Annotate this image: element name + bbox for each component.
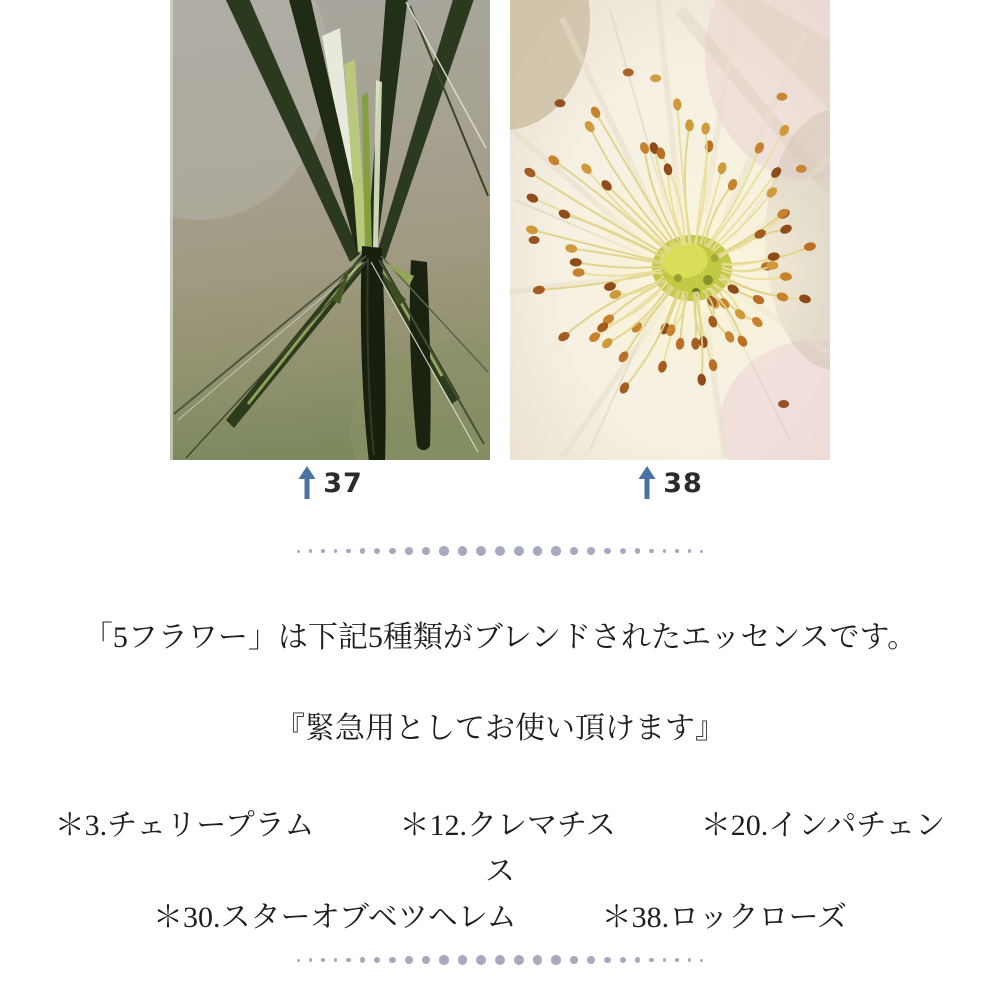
blend-row-wrap: [0, 849, 1000, 895]
dotted-divider-bottom: [0, 955, 1000, 965]
rose-photo-illustration: [510, 0, 830, 460]
dotted-divider-top: [0, 546, 1000, 556]
grass-photo-illustration: [170, 0, 490, 460]
photo-captions: [0, 460, 1000, 506]
caption-38: [510, 460, 830, 506]
up-arrow-icon: [297, 466, 317, 500]
photo-gallery: [0, 0, 1000, 460]
blend-item-cherry-plum: ＊3.チェリープラム: [54, 809, 315, 842]
blend-row: [0, 803, 1000, 849]
photo-37-wild-grass: [170, 0, 490, 460]
blend-item-rock-rose: ＊38.ロックローズ: [601, 901, 847, 934]
caption-37: [170, 460, 490, 506]
photo-number: 37: [323, 467, 363, 499]
blend-item-clematis: ＊12.クレマチス: [399, 809, 616, 842]
up-arrow-icon: [637, 466, 657, 500]
emergency-use-text: 『緊急用としてお使い頂けます』: [275, 712, 725, 745]
blend-item-impatiens-wrapped-char: ス: [485, 855, 515, 888]
blend-item-impatiens: ＊20.インパチェン: [700, 809, 946, 842]
blend-description-text: 「5フラワー」は下記5種類がブレンドされたエッセンスです。: [82, 621, 918, 654]
blend-item-star-of-bethlehem: ＊30.スターオブベツヘレム: [152, 901, 517, 934]
blend-row: [0, 895, 1000, 941]
blend-ingredient-list: [0, 803, 1000, 941]
photo-number: 38: [663, 467, 703, 499]
photo-38-rock-rose: [510, 0, 830, 460]
